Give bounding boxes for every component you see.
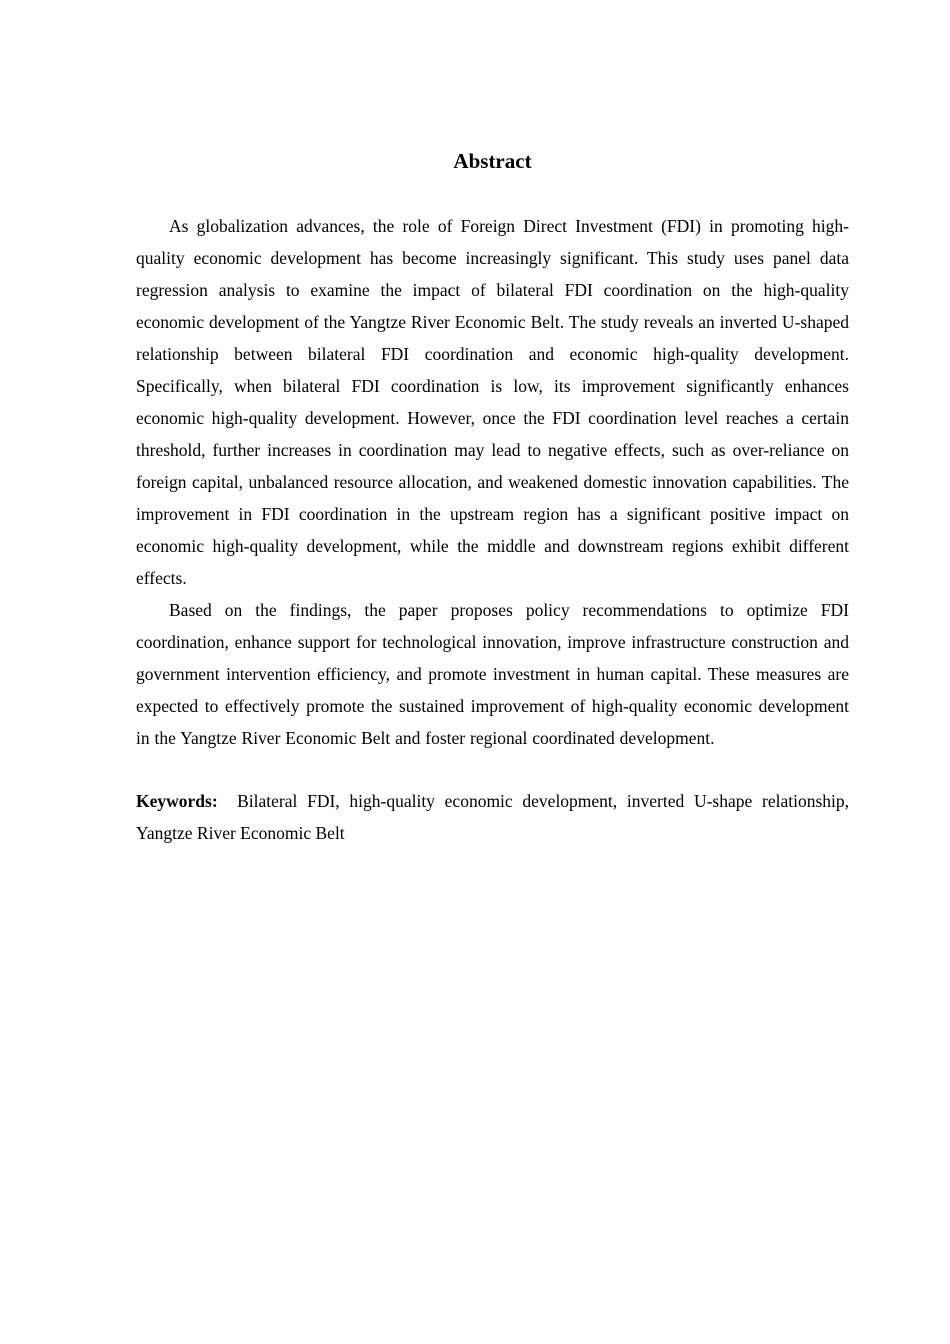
keywords-text: Bilateral FDI, high-quality economic development, inverted U-shape relationship, Yangtze River Economic Belt	[136, 791, 849, 843]
abstract-section	[136, 148, 849, 849]
abstract-paragraph-1: As globalization advances, the role of Foreign Direct Investment (FDI) in promoting high-quality economic development has become increasingly significant. This study uses panel data regression analysis to examine the impact of bilateral FDI coordination on the high-quality economic development of the Yangtze River Economic Belt. The study reveals an inverted U-shaped relationship between bilateral FDI coordination and economic high-quality development. Specifically, when bilateral FDI coordination is low, its improvement significantly enhances economic high-quality development. However, once the FDI coordination level reaches a certain threshold, further increases in coordination may lead to negative effects, such as over-reliance on foreign capital, unbalanced resource allocation, and weakened domestic innovation capabilities. The improvement in FDI coordination in the upstream region has a significant positive impact on economic high-quality development, while the middle and downstream regions exhibit different effects.	[136, 216, 849, 588]
abstract-title: Abstract	[453, 149, 532, 173]
keywords-line	[136, 785, 849, 849]
abstract-paragraph-2: Based on the findings, the paper proposes policy recommendations to optimize FDI coordination, enhance support for technological innovation, improve infrastructure construction and government intervention efficiency, and promote investment in human capital. These measures are expected to effectively promote the sustained improvement of high-quality economic development in the Yangtze River Economic Belt and foster regional coordinated development.	[136, 600, 849, 748]
keywords-label: Keywords:	[136, 791, 218, 811]
